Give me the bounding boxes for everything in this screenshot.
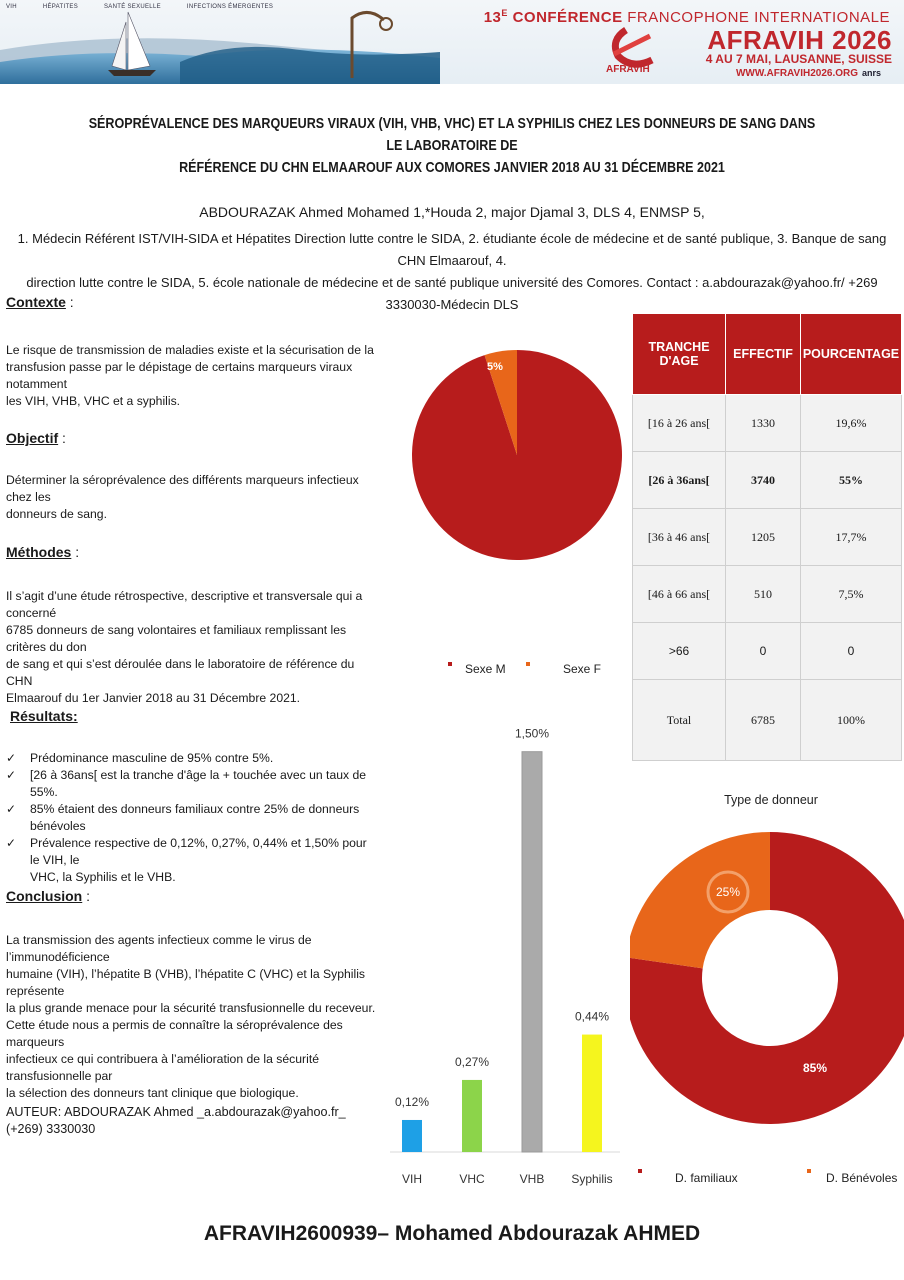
- objectif-heading-text: Objectif: [6, 430, 59, 446]
- edition-number: 13: [483, 9, 502, 26]
- text-line: Cette étude nous a permis de connaître la séroprévalence des marqueurs: [6, 1018, 343, 1049]
- legend-label: D. Bénévoles: [826, 1171, 898, 1185]
- table-row: [633, 452, 902, 509]
- text-line: humaine (VIH), l’hépatite B (VHB), l’hépatite C (VHC) et la Syphilis représente: [6, 967, 365, 998]
- check-icon: ✓: [6, 751, 17, 765]
- table-cell: [36 à 46 ans[: [633, 509, 726, 566]
- legend-swatch: [526, 662, 530, 666]
- methodes-heading: Méthodes :: [6, 544, 80, 560]
- affiliation-line-1: 1. Médecin Référent IST/VIH-SIDA et Hépatites Direction lutte contre le SIDA, 2. étudiante école de médecine et de santé publique, 3. Banque de sang CHN Elmaarouf, 4.: [17, 231, 887, 268]
- banner-nav-item: VIH: [6, 4, 17, 10]
- table-cell: Total: [633, 680, 726, 761]
- bar-vhc: [462, 1080, 482, 1152]
- result-text: 85% étaient des donneurs familiaux contre 25% de donneurs bénévoles: [30, 802, 360, 833]
- check-icon: ✓: [6, 836, 17, 850]
- text-line: les VIH, VHB, VHC et a syphilis.: [6, 394, 181, 408]
- text-line: infectieux ce qui contribuera à l’amélioration de la sécurité transfusionnelle par: [6, 1052, 319, 1083]
- table-cell: 0: [726, 623, 801, 680]
- donut-data-label: 25%: [715, 885, 741, 899]
- result-item: [6, 801, 376, 835]
- conference-url[interactable]: WWW.AFRAVIH2026.ORG: [735, 68, 858, 79]
- table-cell: [16 à 26 ans[: [633, 395, 726, 452]
- table-header: POURCENTAGE: [801, 314, 902, 395]
- text-line: 6785 donneurs de sang volontaires et familiaux remplissant les critères du don: [6, 623, 347, 654]
- table-cell: 55%: [801, 452, 902, 509]
- bar-data-label: 0,12%: [394, 1094, 430, 1109]
- table-cell: 19,6%: [801, 395, 902, 452]
- table-header: TRANCHE D'AGE: [633, 314, 726, 395]
- x-tick-label: VHB: [519, 1172, 545, 1186]
- legend-label: Sexe M: [465, 662, 506, 676]
- poster-title: [80, 113, 823, 179]
- legend-swatch: [448, 662, 452, 666]
- sex-pie-chart: [405, 300, 630, 700]
- contexte-heading-text: Contexte: [6, 294, 66, 310]
- resultats-heading-text: Résultats:: [10, 708, 78, 724]
- donut-slice-benevoles: [630, 832, 770, 968]
- methodes-text: [6, 588, 376, 707]
- donut-title: Type de donneur: [724, 793, 818, 807]
- text-line: transfusion passe par le dépistage de certains marqueurs viraux notamment: [6, 360, 353, 391]
- table-cell: 7,5%: [801, 566, 902, 623]
- text-line: Le risque de transmission de maladies existe et la sécurisation de la: [6, 343, 374, 357]
- table-row: [633, 566, 902, 623]
- text-line: la sélection des donneurs tant clinique que biologique.: [6, 1086, 299, 1100]
- edition-bold: CONFÉRENCE: [512, 9, 623, 26]
- result-item: [6, 750, 376, 767]
- contexte-text: [6, 342, 376, 410]
- authors: ABDOURAZAK Ahmed Mohamed 1,*Houda 2, major Djamal 3, DLS 4, ENMSP 5,: [199, 204, 705, 220]
- table-cell: 1205: [726, 509, 801, 566]
- legend-label: Sexe F: [563, 662, 602, 676]
- conference-name: AFRAVIH 2026: [707, 25, 892, 55]
- bar-data-label: 0,27%: [454, 1054, 490, 1069]
- conference-banner: [0, 0, 904, 84]
- table-cell: [46 à 66 ans[: [633, 566, 726, 623]
- bar-data-label: 1,50%: [514, 726, 550, 741]
- banner-nav-item: HÉPATITES: [42, 4, 79, 10]
- banner-nav: [6, 4, 297, 10]
- text-line: Elmaarouf du 1er Janvier 2018 au 31 Décembre 2021.: [6, 691, 301, 705]
- result-text: VHC, la Syphilis et le VHB.: [30, 870, 176, 884]
- anrs-logo: anrs: [862, 68, 882, 78]
- table-cell: 510: [726, 566, 801, 623]
- result-text: Prévalence respective de 0,12%, 0,27%, 0,44% et 1,50% pour le VIH, le: [30, 836, 367, 867]
- table-cell: 100%: [801, 680, 902, 761]
- table-row: [633, 395, 902, 452]
- text-line: donneurs de sang.: [6, 507, 107, 521]
- conclusion-heading: Conclusion :: [6, 888, 91, 904]
- bar-data-label: 0,44%: [574, 1009, 610, 1024]
- result-text: Prédominance masculine de 95% contre 5%.: [30, 751, 274, 765]
- conference-date: 4 AU 7 MAI, LAUSANNE, SUISSE: [705, 52, 892, 66]
- check-icon: ✓: [6, 802, 17, 816]
- contexte-heading: Contexte :: [6, 294, 74, 310]
- donor-type-donut-chart: [630, 780, 904, 1200]
- bar-vih: [402, 1120, 422, 1152]
- affiliation-line-2: direction lutte contre le SIDA, 5. école nationale de médecine et de santé publique université des Comores. Contact : a.abdourazak@yahoo.fr/ +269 3330030-Médecin DLS: [26, 275, 878, 312]
- age-table: [632, 313, 902, 761]
- bar-syphilis: [582, 1035, 602, 1152]
- edition-suffix: E: [501, 8, 508, 18]
- table-cell: 3740: [726, 452, 801, 509]
- prevalence-bar-chart: [380, 690, 630, 1200]
- methodes-heading-text: Méthodes: [6, 544, 72, 560]
- text-line: de sang et qui s’est déroulée dans le laboratoire de référence du CHN: [6, 657, 355, 688]
- table-row: [633, 680, 902, 761]
- table-cell: 17,7%: [801, 509, 902, 566]
- text-line: Déterminer la séroprévalence des différents marqueurs infectieux chez les: [6, 473, 359, 504]
- pie-data-label: 5%: [487, 361, 503, 373]
- table-row: [633, 623, 902, 680]
- banner-nav-item: SANTÉ SEXUELLE: [104, 4, 161, 10]
- table-cell: 6785: [726, 680, 801, 761]
- legend-swatch: [807, 1169, 811, 1173]
- title-line-2: RÉFÉRENCE DU CHN ELMAAROUF AUX COMORES JANVIER 2018 AU 31 DÉCEMBRE 2021: [179, 160, 725, 176]
- x-tick-label: VHC: [459, 1172, 485, 1186]
- conclusion-text: [6, 932, 376, 1102]
- table-cell: 1330: [726, 395, 801, 452]
- table-header-row: [633, 314, 902, 395]
- banner-nav-item: INFECTIONS ÉMERGENTES: [186, 4, 274, 10]
- result-item: [6, 767, 376, 801]
- result-text: [26 à 36ans[ est la tranche d'âge la + touchée avec un taux de 55%.: [30, 768, 367, 799]
- table-cell: 0: [801, 623, 902, 680]
- x-tick-label: VIH: [401, 1172, 423, 1186]
- edition-light: FRANCOPHONE INTERNATIONALE: [627, 9, 890, 26]
- text-line: Il s’agit d’une étude rétrospective, descriptive et transversale qui a concerné: [6, 589, 363, 620]
- x-tick-label: Syphilis: [571, 1172, 613, 1186]
- resultats-heading: [10, 708, 380, 726]
- resultats-list: [6, 750, 376, 886]
- bar-vhb: [522, 752, 542, 1152]
- legend-label: D. familiaux: [675, 1171, 738, 1185]
- result-item: [6, 835, 376, 886]
- author-contact: AUTEUR: ABDOURAZAK Ahmed _a.abdourazak@yahoo.fr_ (+269) 3330030: [6, 1105, 346, 1136]
- objectif-heading: Objectif :: [6, 430, 66, 446]
- text-line: la plus grande menace pour la sécurité transfusionnelle du receveur.: [6, 1001, 376, 1015]
- objectif-text: [6, 472, 376, 523]
- donut-data-label: 85%: [802, 1061, 828, 1075]
- table-cell: [26 à 36ans[: [633, 452, 726, 509]
- table-header: EFFECTIF: [726, 314, 801, 395]
- legend-swatch: [638, 1169, 642, 1173]
- title-line-1: SÉROPRÉVALENCE DES MARQUEURS VIRAUX (VIH, VHB, VHC) ET LA SYPHILIS CHEZ LES DONNEURS DE SANG DANS LE LABORATOIRE DE: [88, 116, 816, 154]
- poster-footer: AFRAVIH2600939– Mohamed Abdourazak AHMED: [203, 1222, 701, 1245]
- conclusion-heading-text: Conclusion: [6, 888, 83, 904]
- afravih-logo: AFRAVIH: [606, 64, 650, 75]
- check-icon: ✓: [6, 768, 17, 782]
- table-cell: >66: [633, 623, 726, 680]
- table-row: [633, 509, 902, 566]
- text-line: La transmission des agents infectieux comme le virus de l’immunodéficience: [6, 933, 312, 964]
- pie-data-label: 95%: [517, 586, 541, 598]
- conference-edition: [430, 8, 890, 26]
